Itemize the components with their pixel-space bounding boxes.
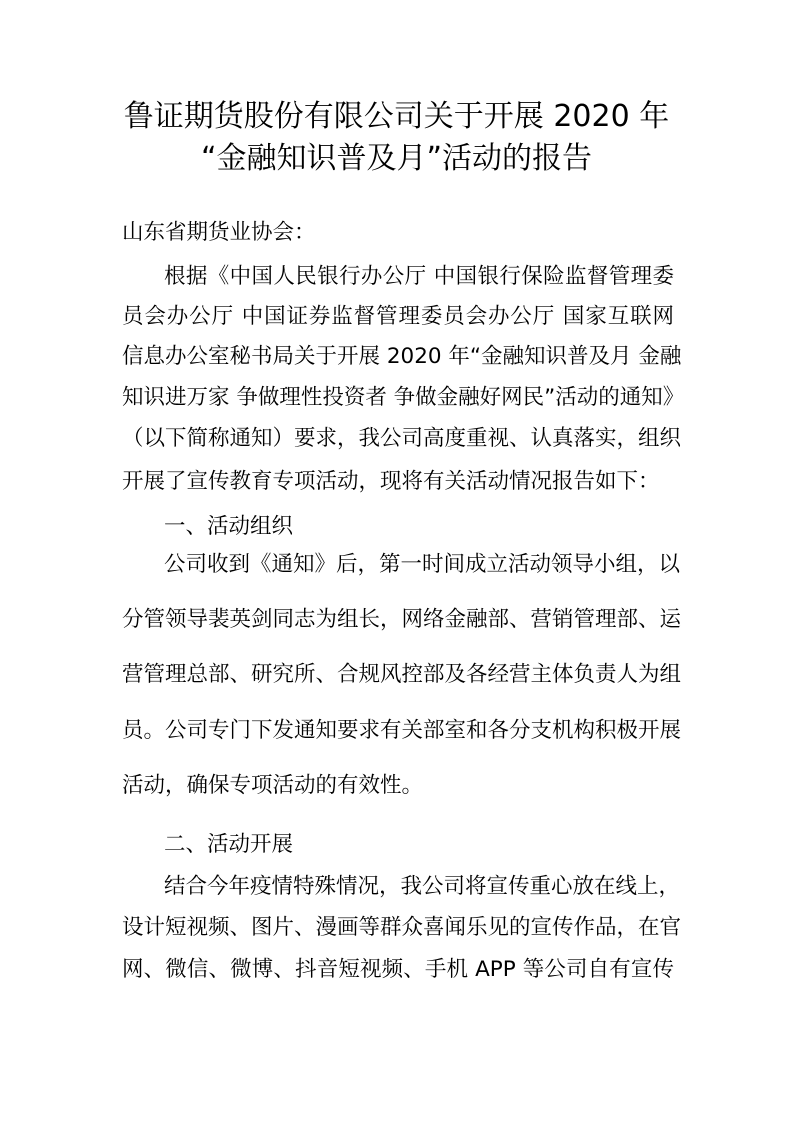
paragraph-line: 信息办公室秘书局关于开展 2020 年“金融知识普及月 金融 bbox=[122, 344, 682, 369]
paragraph-line: （以下简称通知）要求，我公司高度重视、认真落实，组织 bbox=[122, 426, 682, 451]
paragraph-line: 活动，确保专项活动的有效性。 bbox=[122, 773, 424, 798]
paragraph-line: 结合今年疫情特殊情况，我公司将宣传重心放在线上， bbox=[164, 874, 681, 899]
paragraph-line: 营管理总部、研究所、合规风控部及各经营主体负责人为组 bbox=[122, 662, 682, 687]
paragraph-line: 员。公司专门下发通知要求有关部室和各分支机构积极开展 bbox=[122, 718, 682, 743]
section-heading-2: 二、活动开展 bbox=[164, 832, 294, 857]
paragraph-line: 设计短视频、图片、漫画等群众喜闻乐见的宣传作品，在官 bbox=[122, 915, 682, 940]
paragraph-line: 网、微信、微博、抖音短视频、手机 APP 等公司自有宣传 bbox=[122, 957, 674, 982]
paragraph-line: 分管领导裴英剑同志为组长，网络金融部、营销管理部、运 bbox=[122, 607, 682, 632]
document-title-line-2: “金融知识普及月”活动的报告 bbox=[200, 141, 593, 176]
paragraph-line: 知识进万家 争做理性投资者 争做金融好网民”活动的通知》 bbox=[122, 385, 685, 410]
paragraph-line: 员会办公厅 中国证券监督管理委员会办公厅 国家互联网 bbox=[122, 304, 674, 329]
document-title-line-1: 鲁证期货股份有限公司关于开展 2020 年 bbox=[123, 99, 670, 134]
paragraph-line: 根据《中国人民银行办公厅 中国银行保险监督管理委 bbox=[164, 264, 674, 289]
paragraph-line: 开展了宣传教育专项活动，现将有关活动情况报告如下： bbox=[122, 469, 660, 494]
paragraph-line: 公司收到《通知》后，第一时间成立活动领导小组，以 bbox=[164, 552, 681, 577]
section-heading-1: 一、活动组织 bbox=[164, 514, 294, 539]
salutation: 山东省期货业协会： bbox=[122, 220, 316, 245]
